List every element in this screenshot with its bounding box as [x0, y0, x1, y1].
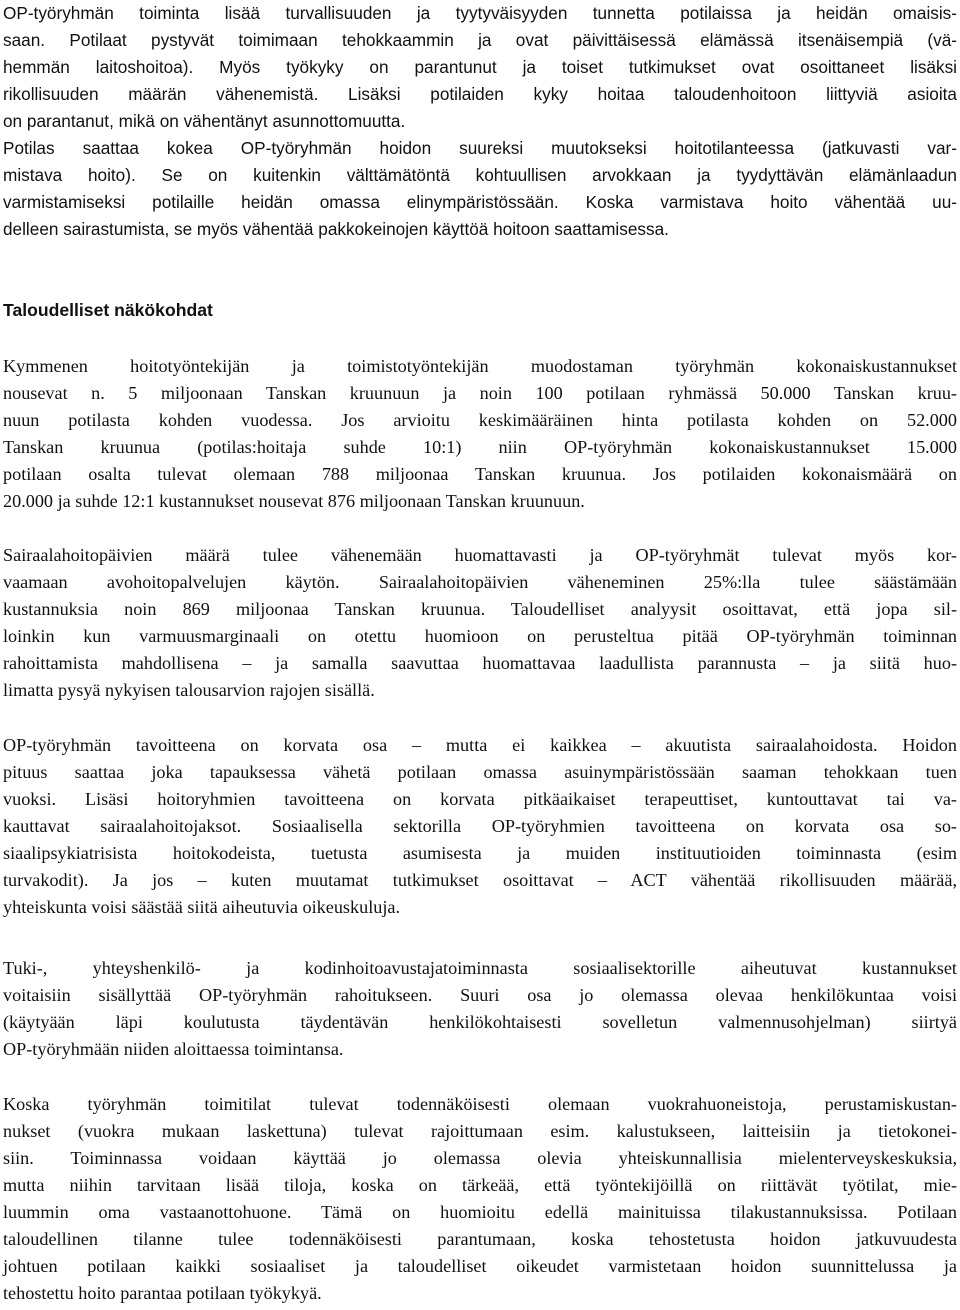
paragraph-line: loinkin kun varmuusmarginaali on otettu huomioon on perusteltua pitää OP-työryhmän toiminnan [3, 626, 957, 646]
paragraph-line: Tuki-, yhteyshenkilö- ja kodinhoitoavustajatoiminnasta sosiaalisektorille aiheutuvat kustannukset [3, 958, 957, 978]
paragraph-line: vuoksi. Lisäsi hoitoryhmien tavoitteena on korvata pitkäaikaiset terapeuttiset, kuntouttavat tai va- [3, 789, 957, 809]
paragraph-line: rahoittamista mahdollisena – ja samalla saavuttaa huomattavaa laadullista parannusta – ja siitä huo- [3, 653, 957, 673]
paragraph-line: kustannuksia noin 869 miljoonaa Tanskan kruunua. Taloudelliset analyysit osoittavat, että jopa sil- [3, 599, 957, 619]
intro-line: mistava hoito). Se on kuitenkin välttämätöntä kohtuullisen arvokkaan ja tyydyttävän elämänlaadun [3, 165, 957, 185]
paragraph-line: yhteiskunta voisi säästää siitä aiheutuvia oikeuskuluja. [3, 897, 401, 917]
paragraph-line: (käytyään läpi koulutusta täydentävän henkilökohtaisesti sovelletun valmennusohjelman) siirtyä [3, 1012, 957, 1032]
intro-line: on parantanut, mikä on vähentänyt asunnottomuutta. [3, 111, 406, 131]
paragraph-line: siin. Toiminnassa voidaan käyttää jo olemassa olevia yhteiskunnallisia mielenterveyskeskuksia, [3, 1148, 957, 1168]
intro-line: varmistamiseksi potilaille heidän omassa elinympäristössään. Koska varmistava hoito vähentää uu- [3, 192, 957, 212]
paragraph-line: Sairaalahoitopäivien määrä tulee vähenemään huomattavasti ja OP-työryhmät tulevat myös kor- [3, 545, 957, 565]
intro-line: Potilas saattaa kokea OP-työryhmän hoidon suureksi muutokseksi hoitotilanteessa (jatkuvasti var- [3, 138, 957, 158]
paragraph-line: 20.000 ja suhde 12:1 kustannukset nousevat 876 miljoonaan Tanskan kruunuun. [3, 491, 585, 511]
paragraph-line: potilaan osalta tulevat olemaan 788 miljoonaa Tanskan kruunua. Jos potilaiden kokonaismäärä on [3, 464, 957, 484]
paragraph-line: nukset (vuokra mukaan laskettuna) tulevat rajoittumaan esim. kalustukseen, laitteisiin ja tietokonei- [3, 1121, 957, 1141]
paragraph-line: limatta pysyä nykyisen talousarvion rajojen sisällä. [3, 680, 375, 700]
paragraph-line: siaalipsykiatrisista hoitokodeista, tuetusta asumisesta ja muiden instituutioiden toiminnasta (esim [3, 843, 957, 863]
paragraph-line: nuun potilasta kohden vuodessa. Jos arvioitu keskimääräinen hinta potilasta kohden on 52.000 [3, 410, 957, 430]
intro-line: OP-työryhmän toiminta lisää turvallisuuden ja tyytyväisyyden tunnetta potilaissa ja heidän omaisis- [3, 3, 957, 23]
paragraph-line: tehostettu hoito parantaa potilaan työkykyä. [3, 1283, 322, 1303]
paragraph-line: mutta niihin tarvitaan lisää tiloja, koska on tärkeää, että työntekijöillä on riittävät työtilat, mie- [3, 1175, 957, 1195]
paragraph-line: johtuen potilaan kaikki sosiaaliset ja taloudelliset oikeudet varmistetaan hoidon suunnittelussa ja [3, 1256, 957, 1276]
paragraph-line: nousevat n. 5 miljoonaan Tanskan kruunuun ja noin 100 potilaan ryhmässä 50.000 Tanskan kruu- [3, 383, 957, 403]
paragraph-line: vaamaan avohoitopalvelujen käytön. Sairaalahoitopäivien väheneminen 25%:lla tulee säästämään [3, 572, 957, 592]
paragraph-line: Tanskan kruunua (potilas:hoitaja suhde 10:1) niin OP-työryhmän kokonaiskustannukset 15.000 [3, 437, 957, 457]
paragraph-line: pituus saattaa joka tapauksessa vähetä potilaan omassa asuinympäristössään saaman tehokkaan tuen [3, 762, 957, 782]
intro-line: hemmän laitoshoitoa). Myös työkyky on parantunut ja toiset tutkimukset ovat osoittaneet lisäksi [3, 57, 957, 77]
paragraph-line: voitaisiin sisällyttää OP-työryhmän rahoitukseen. Suuri osa jo olemassa olevaa henkilökuntaa voisi [3, 985, 957, 1005]
paragraph-line: kauttavat sairaalahoitojaksot. Sosiaalisella sektorilla OP-työryhmien tavoitteena on korvata osa so- [3, 816, 957, 836]
paragraph-line: Koska työryhmän toimitilat tulevat todennäköisesti olemaan vuokrahuoneistoja, perustamiskustan- [3, 1094, 957, 1114]
paragraph-line: taloudellinen tilanne tulee todennäköisesti parantumaan, koska tehostetusta hoidon jatkuvuudesta [3, 1229, 957, 1249]
paragraph-line: luummin oma vastaanottohuone. Tämä on huomioitu edellä mainituissa tilakustannuksissa. Potilaan [3, 1202, 957, 1222]
intro-line: saan. Potilaat pystyvät toimimaan tehokkaammin ja ovat päivittäisessä elämässä itsenäisempiä (vä- [3, 30, 957, 50]
intro-line: delleen sairastumista, se myös vähentää pakkokeinojen käyttöä hoitoon saattamisessa. [3, 219, 669, 239]
intro-line: rikollisuuden määrän vähenemistä. Lisäksi potilaiden kyky hoitaa taloudenhoitoon liittyviä asioita [3, 84, 957, 104]
paragraph-line: OP-työryhmään niiden aloittaessa toimintansa. [3, 1039, 344, 1059]
section-heading: Taloudelliset näkökohdat [3, 300, 213, 320]
paragraph-line: turvakodit). Ja jos – kuten muutamat tutkimukset osoittavat – ACT vähentää rikollisuuden määrää, [3, 870, 957, 890]
paragraph-line: Kymmenen hoitotyöntekijän ja toimistotyöntekijän muodostaman työryhmän kokonaiskustannukset [3, 356, 957, 376]
paragraph-line: OP-työryhmän tavoitteena on korvata osa – mutta ei kaikkea – akuutista sairaalahoidosta. Hoidon [3, 735, 957, 755]
